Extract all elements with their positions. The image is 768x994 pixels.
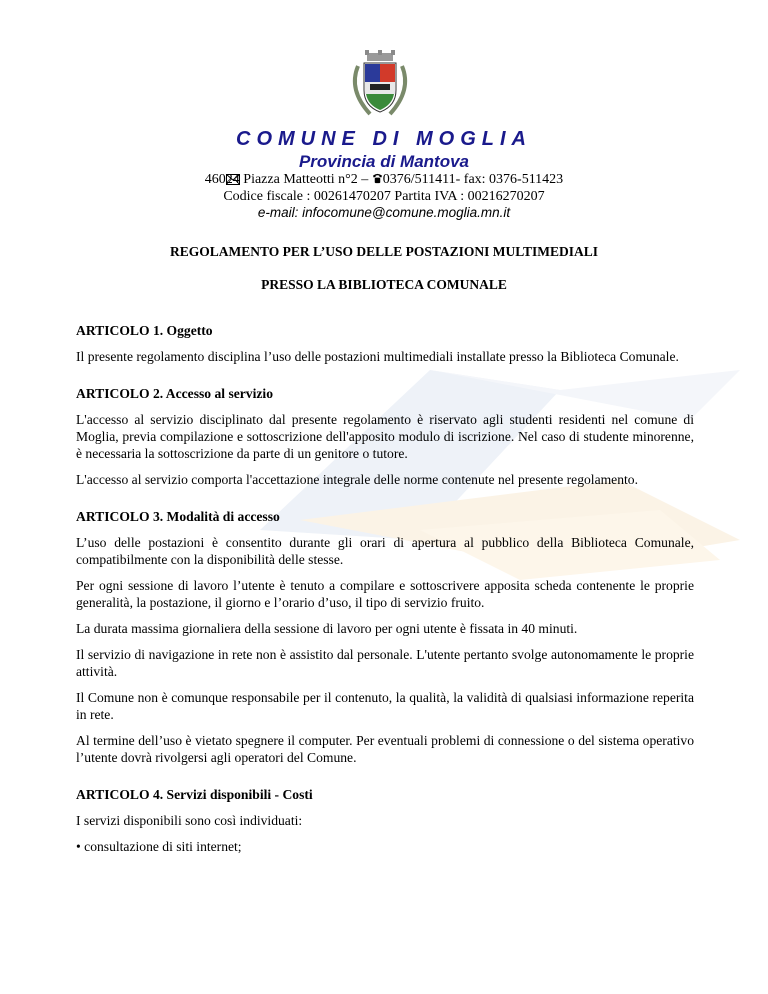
- article-paragraph: L'accesso al servizio comporta l'accettazione integrale delle norme contenute nel presente regolamento.: [76, 472, 638, 487]
- article-paragraph: L'accesso al servizio disciplinato dal presente regolamento è riservato agli studenti residenti nel comune di Moglia, previa compilazione e sottoscrizione dell'apposito modulo di iscrizione. Nel caso di studente minorenne, è necessaria la sottoscrizione da parte di un genitore o tutore.: [76, 412, 694, 461]
- article-paragraph: Il servizio di navigazione in rete non è assistito dal personale. L'utente pertanto svolge autonomamente le proprie attività.: [76, 647, 694, 679]
- article-heading: ARTICOLO 4. Servizi disponibili - Costi: [76, 787, 313, 802]
- list-item: • consultazione di siti internet;: [76, 839, 242, 854]
- article-paragraph: Al termine dell’uso è vietato spegnere il computer. Per eventuali problemi di connessione o del sistema operativo l’utente dovrà rivolgersi agli operatori del Comune.: [76, 733, 694, 765]
- document-body: [76, 322, 694, 864]
- article-heading: ARTICOLO 1. Oggetto: [76, 323, 213, 338]
- article-paragraph: Per ogni sessione di lavoro l’utente è tenuto a compilare e sottoscrivere apposita scheda contenente le proprie generalità, la postazione, il giorno e l’orario d’uso, il tipo di servizio fruito.: [76, 578, 694, 610]
- telephone-icon: [372, 173, 383, 184]
- province-name: Provincia di Mantova: [298, 152, 470, 171]
- phone-fax-text: 0376/511411- fax: 0376-511423: [382, 172, 564, 187]
- coat-of-arms: [340, 50, 420, 122]
- article-heading: ARTICOLO 3. Modalità di accesso: [76, 509, 280, 524]
- article-paragraph: Il Comune non è comunque responsabile per il contenuto, la qualità, la validità di qualsiasi informazione reperita in rete.: [76, 690, 694, 722]
- address-line: [0, 172, 768, 188]
- document-subtitle: PRESSO LA BIBLIOTECA COMUNALE: [261, 277, 507, 292]
- article-heading: ARTICOLO 2. Accesso al servizio: [76, 386, 273, 401]
- article-paragraph: I servizi disponibili sono così individuati:: [76, 813, 303, 828]
- article-paragraph: Il presente regolamento disciplina l’uso delle postazioni multimediali installate presso la Biblioteca Comunale.: [76, 349, 679, 364]
- document-title: REGOLAMENTO PER L’USO DELLE POSTAZIONI MULTIMEDIALI: [170, 244, 598, 259]
- article-paragraph: L’uso delle postazioni è consentito durante gli orari di apertura al pubblico della Biblioteca Comunale, compatibilmente con la disponibilità delle stesse.: [76, 535, 694, 567]
- tax-codes: Codice fiscale : 00261470207 Partita IVA : 00216270207: [223, 189, 545, 204]
- address-text: 46024 Piazza Matteotti n°2 –: [204, 172, 372, 187]
- municipality-name: COMUNE DI MOGLIA: [236, 128, 532, 150]
- email-line: e-mail: infocomune@comune.moglia.mn.it: [257, 205, 511, 220]
- article-paragraph: La durata massima giornaliera della sessione di lavoro per ogni utente è fissata in 40 minuti.: [76, 621, 578, 636]
